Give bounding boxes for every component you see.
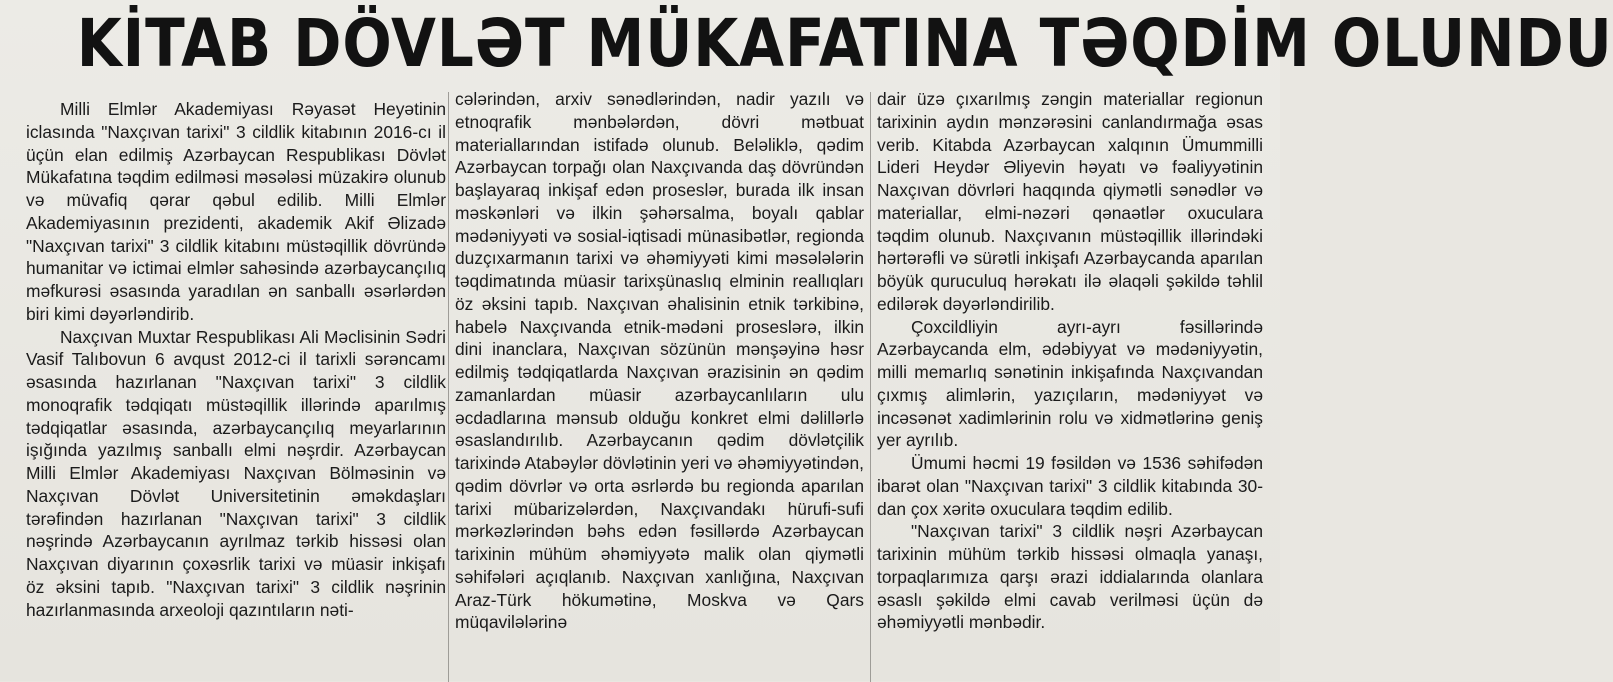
paragraph: Naxçıvan Muxtar Respublikası Ali Məclisinin Sədri Vasif Talıbovun 6 avqust 2012-ci il tarixli sərəncamı əsasında hazırlanan "Naxçıvan tarixi" 3 cildlik monoqrafik tədqiqatı müstəqillik illərində aparılmış tədqiqatlar əsasında, azərbaycançılıq meyarlarının işığında yazılmış sanballı elmi nəşrdir. Azərbaycan Milli Elmlər Akademiyası Naxçıvan Bölməsinin və Naxçıvan Dövlət Universitetinin əməkdaşları tərəfindən hazırlanan "Naxçıvan tarixi" 3 cildlik nəşrində Azərbaycanın ayrılmaz tərkib hissəsi olan Naxçıvan diyarının çoxəsrlik tarixi və müasir inkişafı öz əksini tapıb. "Naxçıvan tarixi" 3 cildlik nəşrinin hazırlanmasında arxeoloji qazıntıların nəti- bbox=[26, 326, 446, 620]
column-divider bbox=[870, 92, 871, 682]
paragraph: Milli Elmlər Akademiyası Rəyasət Heyətinin iclasında "Naxçıvan tarixi" 3 cildlik kitabının 2016-cı il üçün elan edilmiş Azərbaycan Respublikası Dövlət Mükafatına təqdim edilməsi məsələsi müzakirə olunub və müvafiq qərar qəbul edilib. Milli Elmlər Akademiyasının prezidenti, akademik Akif Əlizadə "Naxçıvan tarixi" 3 cildlik kitabını müstəqillik dövründə humanitar və ictimai elmlər sahəsində azərbaycançılıq məfkurəsi əsasında yaradılan ən sanballı əsərlərdən biri kimi dəyərləndirib. bbox=[26, 99, 446, 324]
paragraph: "Naxçıvan tarixi" 3 cildlik nəşri Azərbaycan tarixinin mühüm tərkib hissəsi olmaqla yanaşı, torpaqlarımıza qarşı ərazi iddialarında olanlara əsaslı şəkildə elmi cavab verilməsi üçün də əhəmiyyətli mənbədir. bbox=[877, 521, 1263, 633]
text-column-1 bbox=[26, 98, 446, 621]
column-divider bbox=[448, 92, 449, 682]
article-headline: KİTAB DÖVLƏT MÜKAFATINA TƏQDİM OLUNDU bbox=[76, 5, 1613, 82]
paragraph: cələrindən, arxiv sənədlərindən, nadir yazılı və etnoqrafik mənbələrdən, dövri mətbuat materiallarından istifadə olunub. Beləliklə, qədim Azərbaycan torpağı olan Naxçıvanda daş dövründən başlayaraq inkişaf edən proseslər, burada ilk insan məskənləri və ilkin şəhərsalma, boyalı qablar mədəniyyəti və sosial-iqtisadi münasibətlər, regionda duzçıxarmanın tarixi və əhəmiyyəti kimi məsələlərin təqdimatında müasir tarixşünaslıq elminin reallıqları öz əksini tapıb. Naxçıvan əhalisinin etnik tərkibinə, habelə Naxçıvanda etnik-mədəni proseslərə, ilkin dini inanclara, Naxçıvan sözünün mənşəyinə həsr edilmiş tədqiqatlarda Naxçıvan ərazisinin ən qədim zamanlardan müasir azərbaycanlıların ulu əcdadlarına mənsub olduğu konkret elmi dəlillərlə əsaslandırılıb. Azərbaycanın qədim dövlətçilik tarixində Atabəylər dövlətinin yeri və əhəmiyyətindən, qədim dövrlər və orta əsrlərdə bu regionda aparılan tarixi mübarizələrdən, Naxçıvandakı hürufi-sufi mərkəzlərindən bəhs edən fəsillərdə Azərbaycan tarixinin mühüm əhəmiyyətə malik olan qiymətli səhifələri açıqlanıb. Naxçıvan xanlığına, Naxçıvan Araz-Türk hökumətinə, Moskva və Qars müqavilələrinə bbox=[455, 89, 864, 633]
paragraph: dair üzə çıxarılmış zəngin materiallar regionun tarixinin aydın mənzərəsini canlandırmağa əsas verib. Kitabda Azərbaycan xalqının Ümummilli Lideri Heydər Əliyevin həyatı və fəaliyyətinin Naxçıvan dövrləri haqqında qiymətli sənədlər və materiallar, elmi-nəzəri qənaətlər oxuculara təqdim olunub. Naxçıvanın müstəqillik illərindəki hərtərəfli və sürətli inkişafı Azərbaycanda aparılan böyük quruculuq hərəkatı ilə əlaqəli şəkildə təhlil edilərək dəyərləndirilib. bbox=[877, 89, 1263, 314]
text-column-2 bbox=[455, 88, 864, 634]
article-body bbox=[0, 88, 1280, 681]
paragraph: Çoxcildliyin ayrı-ayrı fəsillərində Azərbaycanda elm, ədəbiyyat və mədəniyyətin, milli memarlıq sənətinin inkişafında Naxçıvandan çıxmış alimlərin, yazıçıların, mədəniyyət və incəsənət xadimlərinin rolu və xidmətlərinə geniş yer ayrılıb. bbox=[877, 316, 1263, 451]
text-column-3 bbox=[877, 88, 1263, 634]
paragraph: Ümumi həcmi 19 fəsildən və 1536 səhifədən ibarət olan "Naxçıvan tarixi" 3 cildlik kitabında 30-dan çox xəritə oxuculara təqdim edilib. bbox=[877, 453, 1263, 519]
